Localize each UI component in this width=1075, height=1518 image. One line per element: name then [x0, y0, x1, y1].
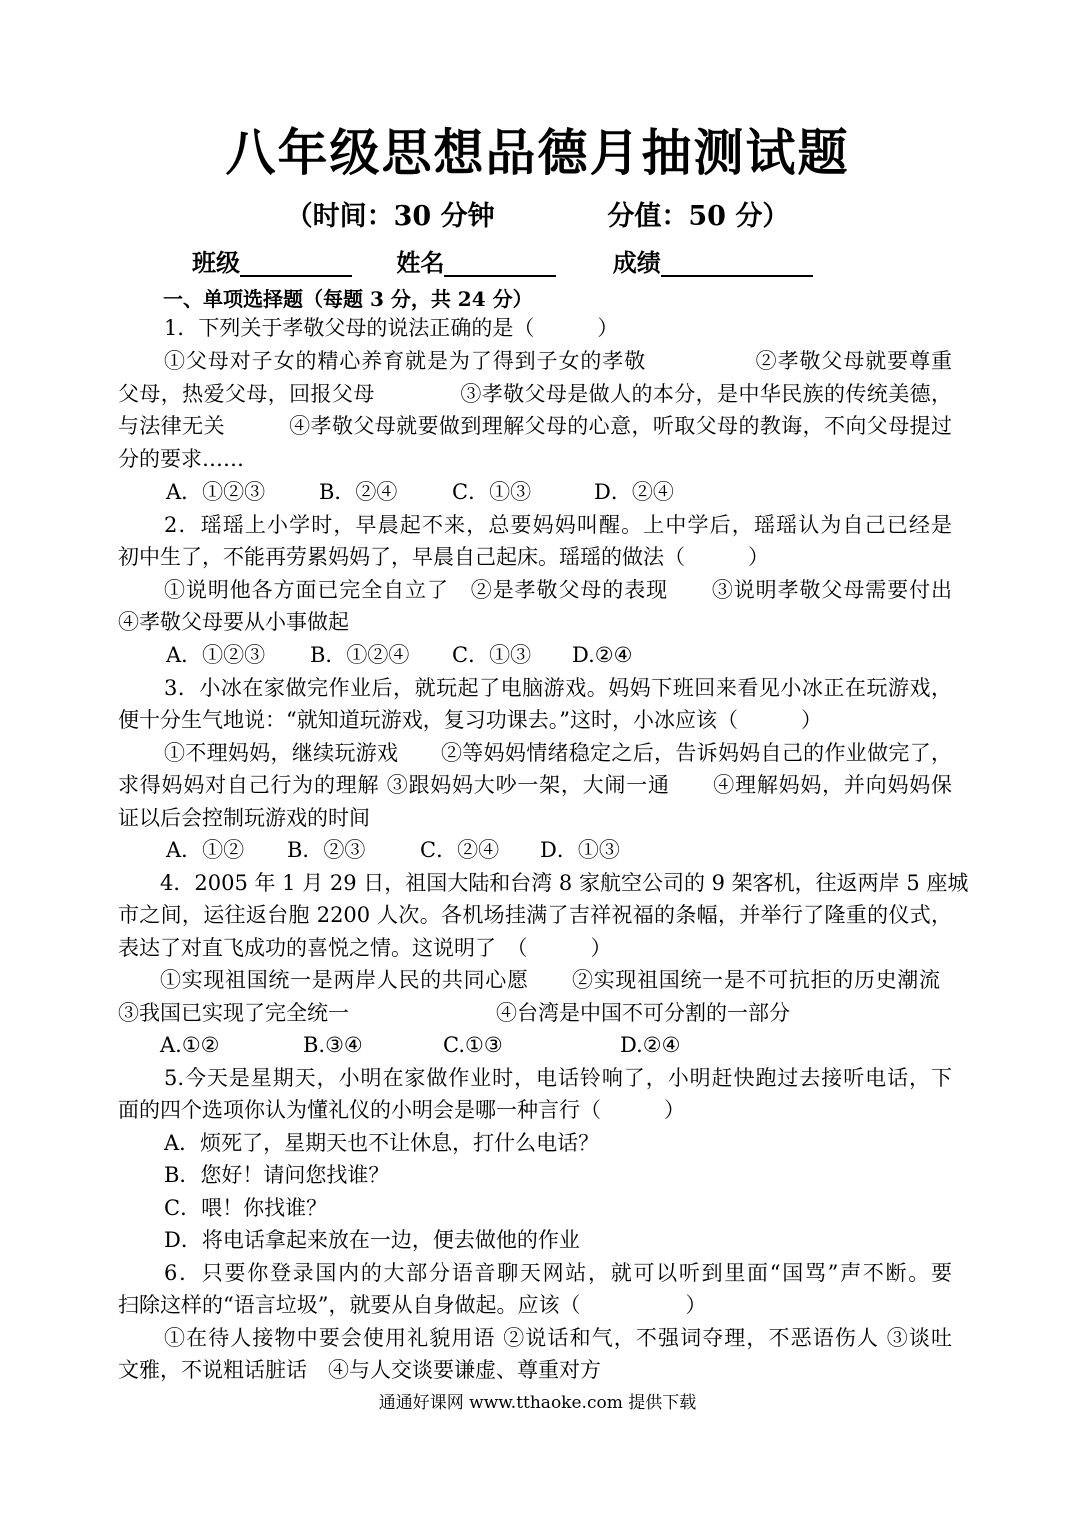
name-blank	[444, 247, 556, 277]
q6-line-2: 扫除这样的“语言垃圾”，就要从自身做起。应该（ ）	[118, 1293, 707, 1317]
q4-line-1: 4．2005 年 1 月 29 日，祖国大陆和台湾 8 家航空公司的 9 架客机，往返两岸 5 座城	[160, 871, 969, 895]
q2-line-4: ④孝敬父母要从小事做起	[118, 610, 349, 634]
q3-line-4: 求得妈妈对自己行为的理解 ③跟妈妈大吵一架，大闹一通 ④理解妈妈，并向妈妈保	[118, 773, 952, 797]
q2-option-b: B．①②④	[310, 643, 410, 667]
q5-line-1: 5.今天是星期天，小明在家做作业时，电话铃响了，小明赶快跑过去接听电话，下	[164, 1066, 952, 1090]
q6-line-3: ①在待人接物中要会使用礼貌用语 ②说话和气，不强词夺理，不恶语伤人 ③谈吐	[164, 1326, 952, 1350]
q1-line-4: 分的要求……	[118, 447, 244, 471]
q2-line-2: 初中生了，不能再劳累妈妈了，早晨自己起床。瑶瑶的做法（ ）	[118, 545, 769, 569]
q1-stem: 1．下列关于孝敬父母的说法正确的是（ ）	[164, 316, 619, 340]
q4-option-a: A.①②	[160, 1033, 220, 1057]
score-label: 成绩	[612, 248, 661, 277]
q4-line-2: 市之间，运往返台胞 2200 人次。各机场挂满了吉祥祝福的条幅，并举行了隆重的仪式，	[118, 903, 952, 927]
class-blank	[240, 247, 352, 277]
q1-option-a: A．①②③	[166, 480, 266, 504]
q5-option-c: C．喂！你找谁？	[164, 1196, 328, 1220]
q1-line-1: ①父母对子女的精心养育就是为了得到子女的孝敬 ②孝敬父母就要尊重	[164, 349, 952, 373]
q6-line-4: 文雅，不说粗话脏话 ④与人交谈要谦虚、尊重对方	[118, 1358, 601, 1382]
q1-line-2: 父母，热爱父母，回报父母 ③孝敬父母是做人的本分，是中华民族的传统美德，	[118, 382, 952, 406]
q4-option-b: B.③④	[303, 1033, 363, 1057]
q1-option-c: C．①③	[452, 480, 532, 504]
q3-option-b: B．②③	[287, 838, 366, 862]
q3-option-d: D．①③	[540, 838, 620, 862]
q2-option-a: A．①②③	[166, 643, 266, 667]
q1-option-b: B．②④	[319, 480, 398, 504]
exam-subtitle: （时间：30 分钟 分值：50 分）	[285, 201, 790, 232]
q6-line-1: 6．只要你登录国内的大部分语音聊天网站，就可以听到里面“国骂”声不断。要	[164, 1261, 952, 1285]
name-label: 姓名	[396, 248, 445, 277]
q1-line-3: 与法律无关 ④孝敬父母就要做到理解父母的心意，听取父母的教诲，不向父母提过	[118, 414, 952, 438]
q3-option-a: A．①②	[166, 838, 245, 862]
q5-option-b: B．您好！请问您找谁？	[164, 1163, 390, 1187]
class-label: 班级	[192, 248, 240, 277]
exam-title: 八年级思想品德月抽测试题	[225, 123, 850, 182]
q2-line-3: ①说明他各方面已完全自立了 ②是孝敬父母的表现 ③说明孝敬父母需要付出	[164, 578, 952, 602]
q2-option-c: C．①③	[452, 643, 532, 667]
footer-download-note: 通通好课网 www.tthaoke.com 提供下载	[378, 1393, 697, 1413]
q5-line-2: 面的四个选项你认为懂礼仪的小明会是哪一种言行（ ）	[118, 1098, 685, 1122]
score-blank	[661, 247, 813, 277]
q5-option-a: A．烦死了，星期天也不让休息，打什么电话？	[164, 1131, 600, 1155]
q2-line-1: 2．瑶瑶上小学时，早晨起不来，总要妈妈叫醒。上中学后，瑶瑶认为自己已经是	[164, 513, 952, 537]
q5-option-d: D．将电话拿起来放在一边，便去做他的作业	[164, 1228, 580, 1252]
q4-line-4: ①实现祖国统一是两岸人民的共同心愿 ②实现祖国统一是不可抗拒的历史潮流	[160, 968, 940, 992]
q4-line-5: ③我国已实现了完全统一 ④台湾是中国不可分割的一部分	[118, 1001, 790, 1025]
student-info-row	[192, 245, 813, 281]
q3-line-3: ①不理妈妈，继续玩游戏 ②等妈妈情绪稳定之后，告诉妈妈自己的作业做完了，	[164, 741, 952, 765]
q3-line-2: 便十分生气地说：“就知道玩游戏，复习功课去。”这时，小冰应该（ ）	[118, 708, 822, 732]
q2-option-d: D.②④	[572, 643, 633, 667]
q3-line-5: 证以后会控制玩游戏的时间	[118, 806, 370, 830]
q4-option-c: C.①③	[443, 1033, 503, 1057]
q3-option-c: C．②④	[420, 838, 500, 862]
q1-option-d: D．②④	[594, 480, 674, 504]
q4-option-d: D.②④	[620, 1033, 681, 1057]
q3-line-1: 3．小冰在家做完作业后，就玩起了电脑游戏。妈妈下班回来看见小冰正在玩游戏，	[164, 676, 952, 700]
q4-line-3: 表达了对直飞成功的喜悦之情。这说明了 （ ）	[118, 936, 612, 960]
section-heading: 一、单项选择题（每题 3 分，共 24 分）	[163, 287, 533, 311]
